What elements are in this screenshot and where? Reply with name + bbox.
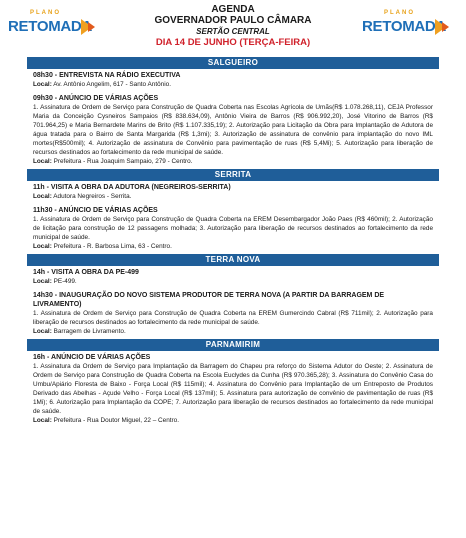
section-header-parnamirim: PARNAMIRIM bbox=[27, 339, 439, 351]
document-header bbox=[0, 0, 466, 52]
local-label: Local: bbox=[33, 417, 52, 424]
agenda-date: DIA 14 DE JUNHO (TERÇA-FEIRA) bbox=[155, 37, 311, 48]
section-header-terra-nova: TERRA NOVA bbox=[27, 254, 439, 266]
event-location bbox=[33, 327, 433, 336]
event-description: 1. Assinatura de Ordem de Serviço para Construção de Quadra Coberta na EREM Gumercindo Cabral (R$ 711mil); 2. Autorização para liberação de recursos destinados ao fortalecimento da rede municipal de saúde. bbox=[33, 310, 433, 326]
event-title: 08h30 - ENTREVISTA NA RÁDIO EXECUTIVA bbox=[33, 72, 181, 79]
section-serrita bbox=[27, 181, 439, 254]
event-title: 09h30 - ANÚNCIO DE VÁRIAS AÇÕES bbox=[33, 95, 159, 102]
event-location-value: PE-499. bbox=[53, 278, 77, 285]
event-location-value: Prefeitura - R. Barbosa Lima, 63 - Centro. bbox=[53, 243, 172, 250]
local-label: Local: bbox=[33, 158, 52, 165]
event-location-value: Prefeitura - Rua Joaquim Sampaio, 279 - Centro. bbox=[53, 158, 193, 165]
agenda-content bbox=[27, 57, 439, 428]
event-location bbox=[33, 416, 433, 425]
logo-arrow-small-icon bbox=[88, 22, 95, 32]
local-label: Local: bbox=[33, 328, 52, 335]
event-location bbox=[33, 277, 433, 286]
governor-name: GOVERNADOR PAULO CÂMARA bbox=[154, 15, 312, 26]
section-header-serrita: SERRITA bbox=[27, 169, 439, 181]
event-location bbox=[33, 192, 433, 201]
event-title: 14h - VISITA A OBRA DA PE-499 bbox=[33, 269, 139, 276]
section-terra-nova bbox=[27, 266, 439, 339]
event-location-value: Av. Antônio Angelim, 617 - Santo Antônio. bbox=[53, 81, 171, 88]
event-location bbox=[33, 80, 433, 89]
local-label: Local: bbox=[33, 278, 52, 285]
region-name: SERTÃO CENTRAL bbox=[196, 27, 270, 36]
logo-retomada-text: RETOMADA bbox=[8, 18, 92, 35]
event-location bbox=[33, 242, 433, 251]
event-description: 1. Assinatura da Ordem de Serviço para Implantação da Barragem do Chapeu pra reforço do Sistema Adutor do Oeste; 2. Assinatura de Ordem de Serviço para Construção de Quadra Coberta na Escola Euclydes da Cunha (R$ 970.365,28); 3. Assinatura do Convênio Casa do Umbu/Apiário Floresta de Baixo - Força Local (R$ 115mil); 4. Assinatura do Convênio para Implantação de um Entreposto de Produtos Derivado das Abelhas - Açude Velho - Força Local (R$ 137mil); 5. Assinatura para autorização de convênio de pavimentação de ruas (R$ 1Mi); 6. Autorização para Implantação da COPE; 7. Autorização para liberação de recursos destinados ao fortalecimento da rede municipal de saúde. bbox=[33, 363, 433, 415]
section-salgueiro bbox=[27, 69, 439, 169]
plano-retomada-logo-left bbox=[8, 10, 98, 44]
plano-retomada-logo-right bbox=[362, 10, 452, 44]
section-header-salgueiro: SALGUEIRO bbox=[27, 57, 439, 69]
logo-plano-text: PLANO bbox=[30, 10, 61, 16]
event-location-value: Prefeitura - Rua Doutor Miguel, 22 – Centro. bbox=[53, 417, 179, 424]
logo-retomada-text: RETOMADA bbox=[362, 18, 446, 35]
event-location bbox=[33, 157, 433, 166]
event-description: 1. Assinatura de Ordem de Serviço para Construção de Quadra Coberta na EREM Desembargador João Paes (R$ 460mil); 2. Autorização de licitação para construção de 12 passagens molhada; 3. Autorização para liberação de recursos destinados ao fortalecimento da rede municipal de saúde. bbox=[33, 216, 433, 241]
event-title: 14h30 - INAUGURAÇÃO DO NOVO SISTEMA PRODUTOR DE TERRA NOVA (A PARTIR DA BARRAGEM DE LIVRAMENTO) bbox=[33, 292, 385, 308]
event-location-value: Adutora Negreiros - Serrita. bbox=[53, 193, 132, 200]
event-title: 16h - ANÚNCIO DE VÁRIAS AÇÕES bbox=[33, 354, 151, 361]
agenda-title: AGENDA bbox=[211, 4, 255, 15]
event-title: 11h30 - ANÚNCIO DE VÁRIAS AÇÕES bbox=[33, 207, 158, 214]
event-location-value: Barragem de Livramento. bbox=[53, 328, 126, 335]
logo-plano-text: PLANO bbox=[384, 10, 415, 16]
event-title: 11h - VISITA A OBRA DA ADUTORA (NEGREIROS-SERRITA) bbox=[33, 184, 231, 191]
local-label: Local: bbox=[33, 81, 52, 88]
local-label: Local: bbox=[33, 243, 52, 250]
local-label: Local: bbox=[33, 193, 52, 200]
section-parnamirim bbox=[27, 351, 439, 428]
logo-arrow-small-icon bbox=[442, 22, 449, 32]
agenda-title-block bbox=[110, 4, 356, 48]
event-description: 1. Assinatura de Ordem de Serviço para Construção de Quadra Coberta nas Escolas Agrícola de Umãs(R$ 1.078.268,11), CEJA Professor Maria da Conceição Cysneiros Sampaios (R$ 838.634,09), Antônio Vieira de Barros (R$ 906.992,20), José Vitorino de Barros (R$ 701.964,25) e Maria Bernardete Marins de Brito (R$ 1.107.335,19); 2. Autorização para Licitação da Obra para Implantação de Adutora de água tratada para o Bairro de Santa Margarida (R$ 1,3mi); 3. Autorização de assinatura de convênio para implantação do novo IML mortes(R$500mil); 4. Autorização de assinatura de Convênio para pavimentação de ruas (R$ 5,4Mi); 5. Autorização para liberação de recursos destinados ao fortalecimento da rede municipal de saúde. bbox=[33, 104, 433, 156]
